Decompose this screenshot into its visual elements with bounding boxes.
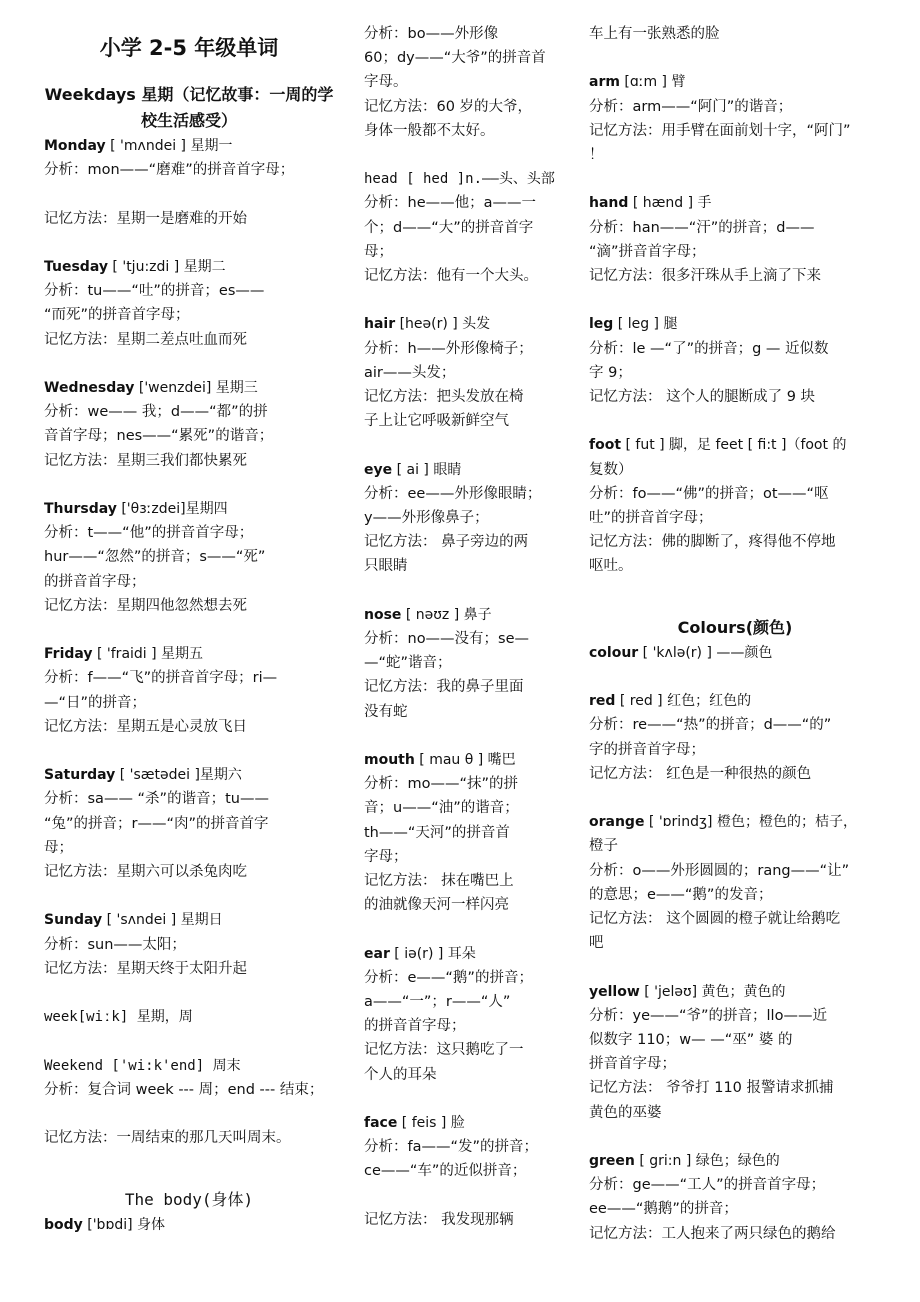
text-line: 母； xyxy=(364,243,393,260)
text-line: 吧 xyxy=(589,935,604,952)
text-line: y——外形像鼻子； xyxy=(364,510,489,527)
text-line: 分析：t——“他”的拼音首字母； xyxy=(44,525,254,542)
text-line: 分析：ye——“爷”的拼音；llo——近 xyxy=(589,1007,827,1024)
text-line: hair [heə(r) ] 头发 xyxy=(364,316,491,333)
text-line: 记忆方法：星期二差点吐血而死 xyxy=(44,331,247,348)
text-line: The body(身体) xyxy=(124,1189,254,1209)
text-line: a——“一”；r——“人” xyxy=(364,994,511,1011)
entry-colour xyxy=(589,641,881,665)
text-line: 记忆方法：星期五是心灵放飞日 xyxy=(44,718,247,735)
text-line: 记忆方法：很多汗珠从手上滴了下来 xyxy=(589,268,821,284)
column-right xyxy=(589,22,881,1270)
text-line: 分析：no——没有；se— xyxy=(364,631,530,648)
entry-ear xyxy=(364,942,558,1087)
text-line: green [ gri:n ] 绿色；绿色的 xyxy=(589,1153,780,1169)
text-line: “滴”拼音首字母； xyxy=(589,243,706,260)
entry-body-cont xyxy=(364,22,558,143)
text-line: 的拼音首字母； xyxy=(44,573,146,590)
text-line: air——头发； xyxy=(364,364,456,381)
section-weekdays xyxy=(44,82,334,134)
text-line: 记忆方法：把头发放在椅 xyxy=(364,389,524,406)
entry-leg xyxy=(589,312,881,409)
text-line: 吐”的拼音首字母； xyxy=(589,510,713,526)
text-line: 分析：fo——“佛”的拼音；ot——“呕 xyxy=(589,485,829,502)
text-line: 没有蛇 xyxy=(364,703,408,720)
text-line: 记忆方法：我的鼻子里面 xyxy=(364,679,524,696)
text-line: colour [ 'kʌlə(r) ] ——颜色 xyxy=(589,644,773,661)
entry-friday xyxy=(44,642,334,739)
text-line: 记忆方法：这只鹅吃了一 xyxy=(364,1042,524,1059)
text-line: 分析：arm——“阿门”的谐音； xyxy=(589,98,793,115)
text-line: mouth [ mau θ ] 嘴巴 xyxy=(364,752,516,769)
text-line: 身体一般都不太好。 xyxy=(364,122,495,139)
page-title: 小学 2-5 年级单词 xyxy=(99,36,279,60)
entry-orange xyxy=(589,810,881,955)
text-line: 记忆方法：佛的脚断了，疼得他不停地 xyxy=(589,534,836,551)
text-line: 记忆方法： 鼻子旁边的两 xyxy=(364,534,529,551)
text-line: 记忆方法：星期三我们都快累死 xyxy=(44,452,247,469)
text-line: 黄色的巫婆 xyxy=(589,1104,662,1121)
text-line: 分析：e——“鹅”的拼音； xyxy=(364,969,533,986)
text-line: face [ feis ] 脸 xyxy=(364,1115,465,1132)
entry-nose xyxy=(364,603,558,724)
text-line: 记忆方法： 爷爷打 110 报警请求抓捕 xyxy=(589,1080,834,1097)
text-line: 呕吐。 xyxy=(589,558,633,575)
text-line: leg [ leg ] 腿 xyxy=(589,316,678,333)
text-line: 子上让它呼吸新鲜空气 xyxy=(364,413,509,430)
section-body xyxy=(44,1187,334,1213)
text-line: 的油就像天河一样闪亮 xyxy=(364,897,509,914)
text-line: foot [ fut ] 脚，足 feet [ fi:t ]（foot 的 xyxy=(589,437,847,454)
text-line: hur——“忽然”的拼音；s——“死” xyxy=(44,549,266,566)
text-line: 分析：bo——外形像 xyxy=(364,26,499,42)
text-line: hand [ hænd ] 手 xyxy=(589,195,712,212)
text-line: 字母。 xyxy=(364,74,408,91)
entry-green xyxy=(589,1149,881,1246)
text-line: 分析：re——“热”的拼音；d——“的” xyxy=(589,717,832,734)
text-line: red [ red ] 红色；红色的 xyxy=(589,693,752,710)
text-line: arm [ɑːm ] 臂 xyxy=(589,74,686,91)
text-line: 记忆方法： 我发现那辆 xyxy=(364,1211,514,1228)
text-line: 记忆方法：星期六可以杀兔肉吃 xyxy=(44,864,247,880)
entry-face-cont xyxy=(589,22,881,46)
text-line: 音；u——“油”的谐音； xyxy=(364,800,519,817)
text-line: 记忆方法：他有一个大头。 xyxy=(364,268,538,285)
text-line: 车上有一张熟悉的脸 xyxy=(589,26,720,42)
entry-yellow xyxy=(589,980,881,1125)
text-line: ！ xyxy=(589,147,604,163)
entry-mouth xyxy=(364,748,558,917)
text-line: 60；dy——“大爷”的拼音首 xyxy=(364,50,546,67)
text-line: 分析：mo——“抹”的拼 xyxy=(364,776,519,793)
text-line: Tuesday [ 'tju:zdi ] 星期二 xyxy=(44,258,226,275)
text-line: 音首字母；nes——“累死”的谐音； xyxy=(44,428,274,445)
entry-wednesday xyxy=(44,376,334,473)
memory: 记忆方法：星期一是磨难的开始 xyxy=(44,210,247,227)
text-line: 字母； xyxy=(364,848,408,865)
entry-hand xyxy=(589,191,881,288)
text-line: 复数） xyxy=(589,461,633,478)
entry-monday xyxy=(44,134,334,231)
text-line: 分析：h——外形像椅子； xyxy=(364,340,533,357)
text-line: 记忆方法： 抹在嘴巴上 xyxy=(364,873,514,890)
text-line: Friday [ 'fraidi ] 星期五 xyxy=(44,646,204,663)
entry-week xyxy=(44,1005,334,1029)
text-line: 分析：fa——“发”的拼音； xyxy=(364,1139,539,1156)
text-line: 分析：he——他；a——一 xyxy=(364,195,536,212)
text-line: 分析：sun——太阳； xyxy=(44,936,186,953)
section-colours xyxy=(589,615,881,641)
column-left xyxy=(44,0,334,1237)
text-line: 个人的耳朵 xyxy=(364,1066,437,1083)
text-line: 字的拼音首字母； xyxy=(589,741,705,758)
text-line: 分析：le —“了”的拼音；g — 近似数 xyxy=(589,340,829,357)
text-line: 母； xyxy=(44,839,73,856)
entry-saturday xyxy=(44,763,334,884)
entry-eye xyxy=(364,458,558,579)
text-line: 分析：tu——“吐”的拼音；es—— xyxy=(44,283,265,300)
entry-head xyxy=(364,167,558,288)
entry-red xyxy=(589,689,881,786)
text-line: th——“天河”的拼音首 xyxy=(364,824,510,841)
text-line: Thursday ['θɜːzdei]星期四 xyxy=(44,500,228,517)
text-line: —“蛇”谐音； xyxy=(364,655,452,672)
text-line: week[wiːk] 星期，周 xyxy=(44,1009,193,1026)
text-line: 只眼睛 xyxy=(364,558,408,575)
entry-body: body ['bɒdi] 身体 xyxy=(44,1216,166,1233)
text-line: 记忆方法：一周结束的那几天叫周末。 xyxy=(44,1130,291,1147)
text-line: 记忆方法：60 岁的大爷， xyxy=(364,98,533,115)
text-line: 分析：sa—— “杀”的谐音；tu—— xyxy=(44,791,269,808)
text-line: Weekdays 星期（记忆故事：一周的学校生活感受） xyxy=(44,85,334,130)
text-line: Weekend ['wi:k'end] 周末 xyxy=(44,1057,241,1074)
entry-sunday xyxy=(44,908,334,981)
text-line: 记忆方法： 这个人的腿断成了 9 块 xyxy=(589,389,816,405)
text-line: 记忆方法：用手臂在面前划十字，“阿门” xyxy=(589,122,851,139)
text-line: Saturday [ 'sætədei ]星期六 xyxy=(44,767,242,784)
text-line: Sunday [ 'sʌndei ] 星期日 xyxy=(44,912,223,929)
text-line: Colours(颜色) xyxy=(677,617,793,637)
text-line: 记忆方法： 这个圆圆的橙子就让给鹅吃 xyxy=(589,911,841,927)
text-line: 分析：o——外形圆圆的；rang——“让” xyxy=(589,862,850,879)
text-line: 分析：ee——外形像眼睛； xyxy=(364,485,542,502)
text-line: —“日”的拼音； xyxy=(44,694,147,711)
text-line: 记忆方法：星期四他忽然想去死 xyxy=(44,597,247,614)
text-line: 分析：han——“汗”的拼音；d—— xyxy=(589,219,815,236)
entry-weekend xyxy=(44,1054,334,1151)
text-line: 的拼音首字母； xyxy=(364,1018,466,1035)
text-line: 分析：ge——“工人”的拼音首字母； xyxy=(589,1177,826,1194)
text-line: nose [ nəʊz ] 鼻子 xyxy=(364,606,492,623)
text-line: 个；d——“大”的拼音首字 xyxy=(364,219,534,236)
text-line: “兔”的拼音；r——“肉”的拼音首字 xyxy=(44,815,269,832)
entry-hair xyxy=(364,312,558,433)
text-line: 拼音首字母； xyxy=(589,1056,676,1073)
text-line: 记忆方法：工人抱来了两只绿色的鹅给 xyxy=(589,1225,836,1242)
text-line: head [ hed ]n.——头、头部 xyxy=(364,171,555,188)
text-line: 分析：复合词 week --- 周；end --- 结束； xyxy=(44,1081,324,1098)
headword: Monday [ 'mʌndei ] 星期一 xyxy=(44,138,233,154)
entry-foot xyxy=(589,433,881,578)
entry-thursday xyxy=(44,497,334,618)
text-line: 字 9； xyxy=(589,364,632,381)
text-line: yellow [ 'jeləʊ] 黄色；黄色的 xyxy=(589,983,786,1000)
column-middle xyxy=(364,22,558,1256)
text-line: orange [ 'ɒrindʒ] 橙色；橙色的；桔子， xyxy=(589,814,857,831)
entry-tuesday xyxy=(44,255,334,352)
entry-face xyxy=(364,1111,558,1232)
entry-arm xyxy=(589,70,881,167)
text-line: 记忆方法： 红色是一种很热的颜色 xyxy=(589,765,812,782)
text-line: Wednesday ['wenzdei] 星期三 xyxy=(44,379,258,396)
text-line: 似数字 110；w— —“巫” 婆 的 xyxy=(589,1032,793,1048)
text-line: eye [ ai ] 眼睛 xyxy=(364,461,462,478)
text-line: 分析：we—— 我；d——“都”的拼 xyxy=(44,404,268,421)
text-line: “而死”的拼音首字母； xyxy=(44,307,190,324)
text-line: ce——“车”的近似拼音； xyxy=(364,1163,527,1180)
text-line: 记忆方法：星期天终于太阳升起 xyxy=(44,960,247,977)
text-line: ear [ iə(r) ] 耳朵 xyxy=(364,945,476,962)
text-line: 的意思；e——“鹅”的发音； xyxy=(589,886,773,903)
text-line: 分析：f——“飞”的拼音首字母；ri— xyxy=(44,670,278,687)
analysis: 分析：mon——“磨难”的拼音首字母； xyxy=(44,162,295,179)
text-line: 橙子 xyxy=(589,838,618,855)
text-line: ee——“鹅鹅”的拼音； xyxy=(589,1201,738,1218)
